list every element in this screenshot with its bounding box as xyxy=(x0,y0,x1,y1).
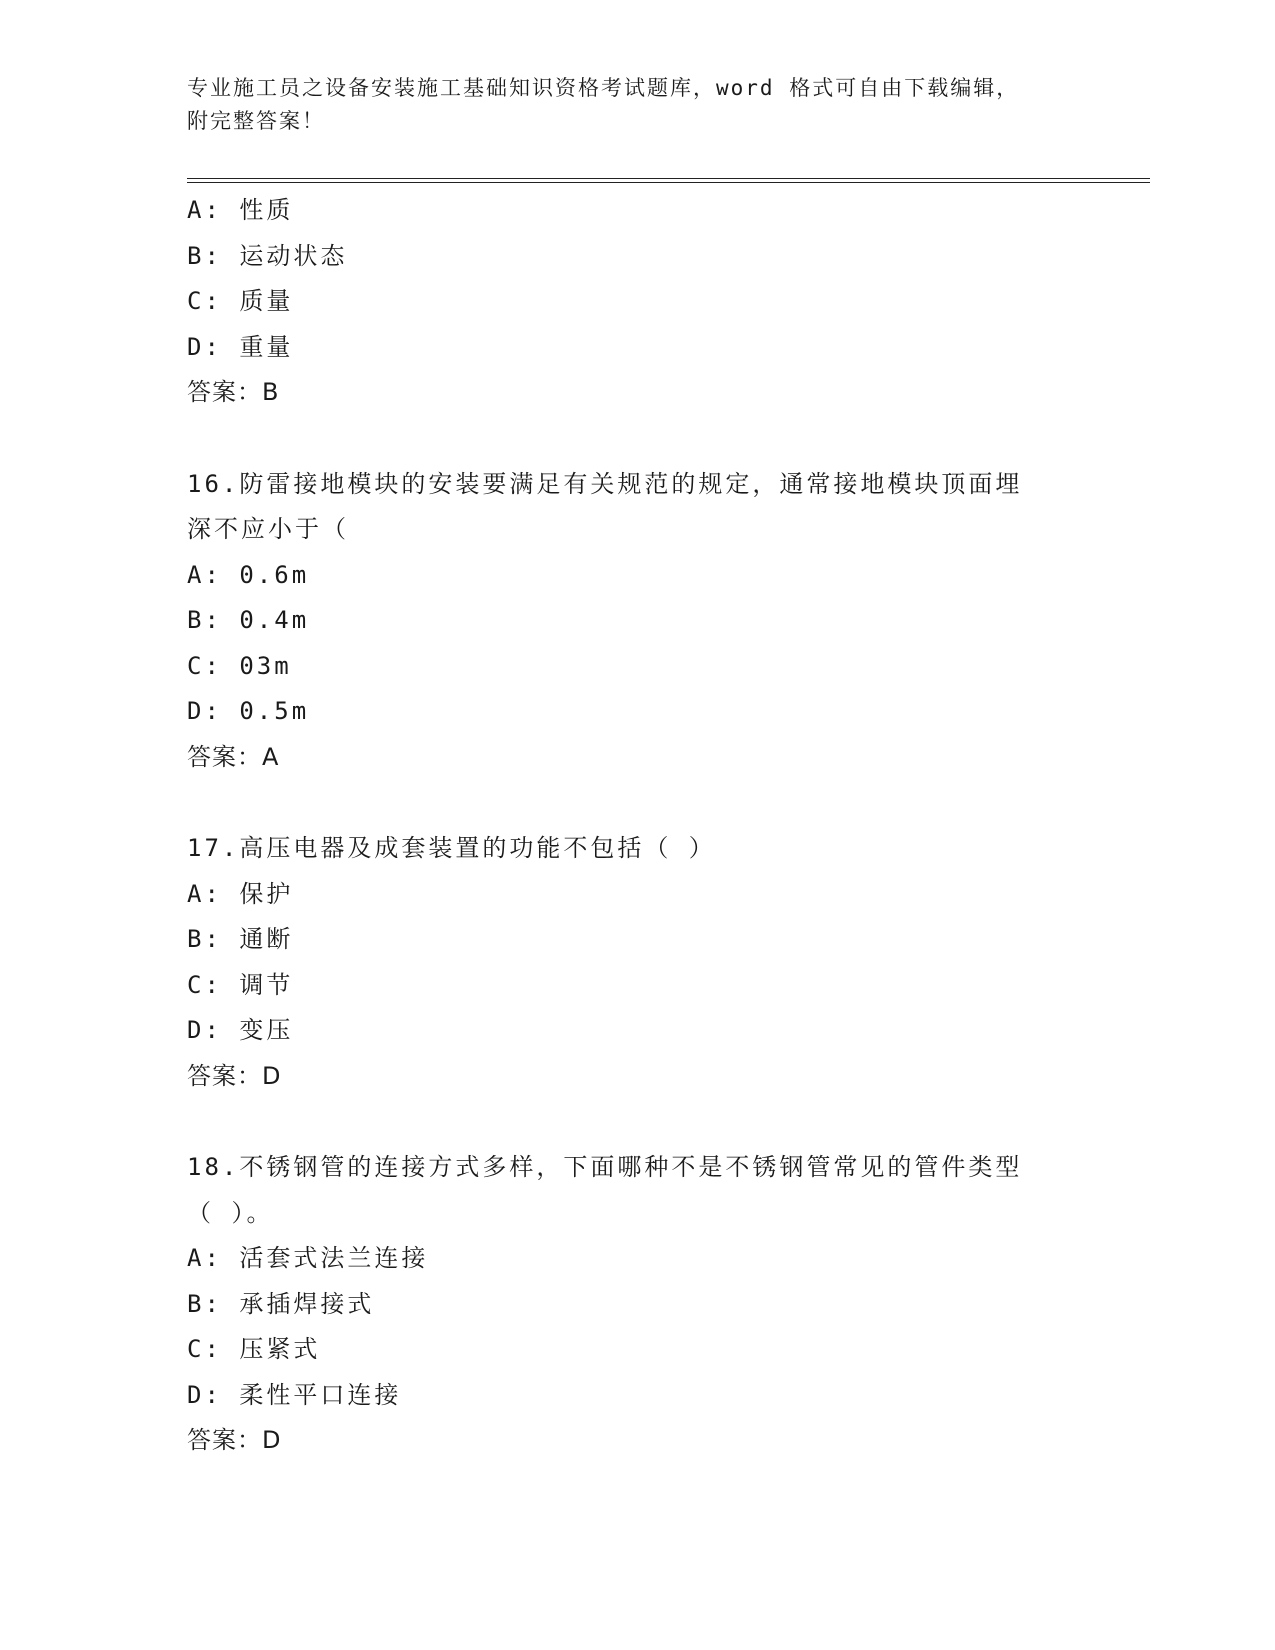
spacer xyxy=(187,1099,1087,1145)
question-stem-continued: 深不应小于（ xyxy=(187,515,349,543)
option-b: B: 承插焊接式 xyxy=(187,1289,375,1318)
option-b: B: 0.4m xyxy=(187,606,310,634)
question-18 xyxy=(187,1145,1087,1464)
option-a: A: 0.6m xyxy=(187,560,310,589)
answer: 答案：B xyxy=(187,378,280,406)
option-d: D: 变压 xyxy=(187,1016,294,1044)
header-line-1: 专业施工员之设备安装施工基础知识资格考试题库，word 格式可自由下载编辑， xyxy=(187,76,1020,100)
question-15 xyxy=(187,188,1087,416)
option-c: C: 压紧式 xyxy=(187,1335,321,1363)
option-d: D: 柔性平口连接 xyxy=(187,1380,402,1409)
document-header xyxy=(187,72,1067,138)
spacer xyxy=(187,416,1087,462)
answer: 答案：D xyxy=(187,1061,282,1090)
question-stem: 18.不锈钢管的连接方式多样，下面哪种不是不锈钢管常见的管件类型 xyxy=(187,1153,1023,1181)
option-a: A: 活套式法兰连接 xyxy=(187,1244,429,1272)
question-stem: 17.高压电器及成套装置的功能不包括（ ） xyxy=(187,834,716,862)
answer: 答案：A xyxy=(187,742,280,771)
header-divider-bottom xyxy=(187,182,1150,183)
question-17 xyxy=(187,826,1087,1099)
option-d: D: 重量 xyxy=(187,332,294,361)
spacer xyxy=(187,780,1087,826)
question-stem-continued: （ ）。 xyxy=(187,1198,274,1227)
option-c: C: 调节 xyxy=(187,970,294,999)
option-c: C: 质量 xyxy=(187,287,294,315)
question-list xyxy=(187,188,1087,1464)
question-16 xyxy=(187,462,1087,781)
question-stem: 16.防雷接地模块的安装要满足有关规范的规定，通常接地模块顶面埋 xyxy=(187,469,1023,498)
header-line-2: 附完整答案！ xyxy=(187,109,325,133)
option-c: C: 03m xyxy=(187,651,292,680)
option-a: A: 保护 xyxy=(187,879,294,908)
header-divider-top xyxy=(187,178,1150,179)
answer: 答案：D xyxy=(187,1426,282,1454)
option-b: B: 通断 xyxy=(187,925,294,953)
option-b: B: 运动状态 xyxy=(187,241,348,270)
option-d: D: 0.5m xyxy=(187,697,310,725)
option-a: A: 性质 xyxy=(187,196,294,224)
